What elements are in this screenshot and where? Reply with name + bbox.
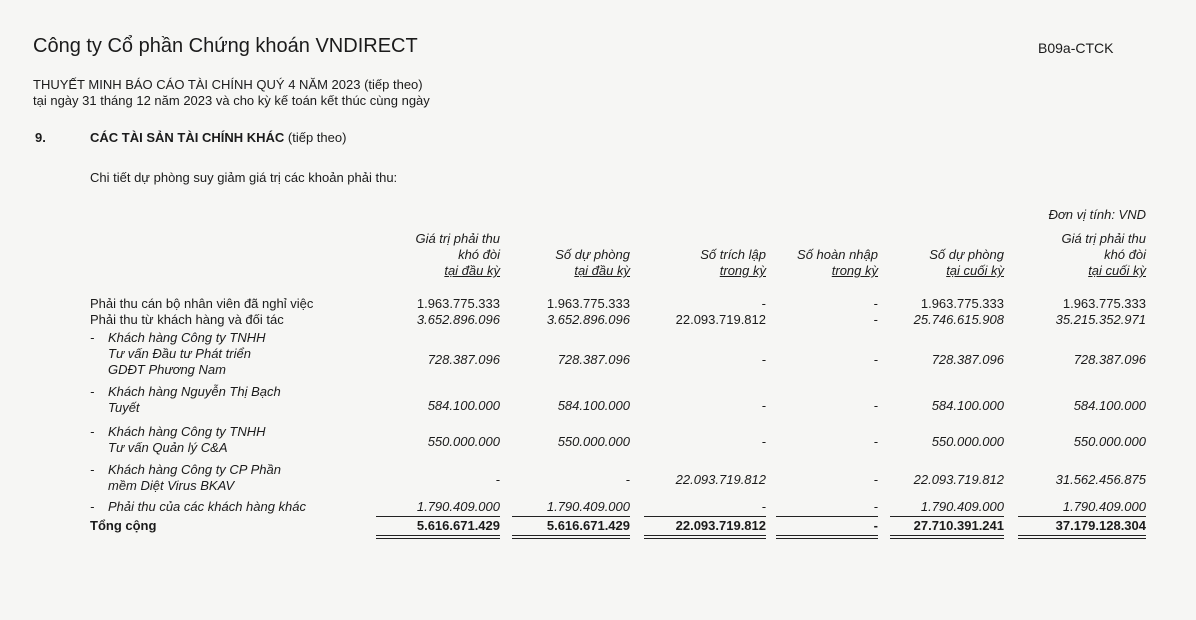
col-header-line: Số dự phòng (929, 247, 1004, 262)
cell-value: 35.215.352.971 (1055, 312, 1146, 327)
row-label (90, 330, 266, 346)
double-rule-col3 (644, 535, 766, 536)
cell-value: 22.093.719.812 (675, 312, 766, 327)
section-intro: Chi tiết dự phòng suy giảm giá trị các khoản phải thu: (90, 170, 398, 185)
total-value: 37.179.128.304 (1055, 518, 1146, 533)
row-label-line: GDĐT Phương Nam (108, 362, 226, 377)
total-value: 5.616.671.429 (546, 518, 630, 533)
row-label-cont (90, 400, 140, 416)
row-dash: - (90, 462, 95, 477)
col-header-line: Số hoàn nhập (797, 247, 878, 262)
col-header-line: tại cuối kỳ (946, 263, 1004, 278)
cell-value: 1.963.775.333 (920, 296, 1004, 311)
row-dash: - (90, 384, 95, 399)
unit-label: Đơn vị tính: VND (1048, 207, 1146, 222)
row-label-line: Tuyết (108, 400, 140, 415)
cell-value: 550.000.000 (1073, 434, 1146, 449)
row-label-cont (90, 478, 234, 494)
row-label-line: Phải thu của các khách hàng khác (108, 499, 307, 514)
col-header-line: khó đòi (1104, 247, 1146, 262)
double-rule-col3 (644, 538, 766, 539)
double-rule-col4 (776, 535, 878, 536)
rule-col6 (1018, 516, 1146, 517)
row-label: Phải thu cán bộ nhân viên đã nghỉ việc (90, 296, 314, 311)
total-value: 22.093.719.812 (675, 518, 766, 533)
double-rule-col2 (512, 535, 630, 536)
cell-value: 1.963.775.333 (1062, 296, 1146, 311)
cell-value: 550.000.000 (557, 434, 630, 449)
total-value: 5.616.671.429 (416, 518, 500, 533)
section-title (90, 130, 346, 145)
col-header-closing-receivable (1061, 231, 1146, 279)
col-header-line: Số dự phòng (555, 247, 630, 262)
rule-col4 (776, 516, 878, 517)
col-header-provision-made (700, 247, 766, 279)
section-number: 9. (35, 130, 46, 145)
row-label-line: mềm Diệt Virus BKAV (108, 478, 235, 493)
col-header-line: tại đầu kỳ (574, 263, 630, 278)
row-label-cont (90, 346, 251, 362)
row-label-line: Tư vấn Quản lý C&A (108, 440, 228, 455)
cell-value: - (873, 499, 878, 514)
section-title-suffix: (tiếp theo) (284, 130, 347, 145)
row-label-line: Khách hàng Công ty TNHH (108, 424, 266, 439)
col-header-line: trong kỳ (719, 263, 766, 278)
col-header-line: Giá trị phải thu (1061, 231, 1146, 246)
row-label (90, 462, 281, 478)
row-label-line: Khách hàng Nguyễn Thị Bạch (108, 384, 281, 399)
row-label-cont (90, 362, 226, 378)
cell-value: - (873, 312, 878, 327)
double-rule-col4 (776, 538, 878, 539)
company-name: Công ty Cổ phần Chứng khoán VNDIRECT (33, 35, 418, 57)
col-header-line: khó đòi (458, 247, 500, 262)
cell-value: 1.790.409.000 (416, 499, 500, 514)
cell-value: 584.100.000 (427, 398, 500, 413)
report-period: tại ngày 31 tháng 12 năm 2023 và cho kỳ kế toán kết thúc cùng ngày (33, 93, 430, 108)
col-header-line: Giá trị phải thu (415, 231, 500, 246)
double-rule-col5 (890, 538, 1004, 539)
cell-value: 728.387.096 (427, 352, 500, 367)
report-title: THUYẾT MINH BÁO CÁO TÀI CHÍNH QUÝ 4 NĂM 2023 (tiếp theo) (33, 77, 423, 92)
total-value: 27.710.391.241 (913, 518, 1004, 533)
total-value: - (873, 518, 878, 533)
cell-value: 22.093.719.812 (675, 472, 766, 487)
row-label: Phải thu từ khách hàng và đối tác (90, 312, 284, 327)
cell-value: 584.100.000 (557, 398, 630, 413)
cell-value: 550.000.000 (427, 434, 500, 449)
col-header-closing-provision (929, 247, 1004, 279)
row-dash: - (90, 499, 95, 514)
cell-value: 1.790.409.000 (1062, 499, 1146, 514)
cell-value: 25.746.615.908 (913, 312, 1004, 327)
double-rule-col6 (1018, 538, 1146, 539)
cell-value: 22.093.719.812 (913, 472, 1004, 487)
cell-value: - (495, 472, 500, 487)
cell-value: - (761, 352, 766, 367)
cell-value: - (873, 352, 878, 367)
col-header-opening-receivable (415, 231, 500, 279)
total-label: Tổng cộng (90, 518, 157, 533)
cell-value: - (873, 434, 878, 449)
cell-value: 728.387.096 (931, 352, 1004, 367)
cell-value: 728.387.096 (557, 352, 630, 367)
double-rule-col6 (1018, 535, 1146, 536)
cell-value: 584.100.000 (931, 398, 1004, 413)
cell-value: 728.387.096 (1073, 352, 1146, 367)
cell-value: 31.562.456.875 (1055, 472, 1146, 487)
cell-value: - (761, 434, 766, 449)
rule-col5 (890, 516, 1004, 517)
cell-value: 1.790.409.000 (546, 499, 630, 514)
cell-value: 1.963.775.333 (546, 296, 630, 311)
col-header-line: tại cuối kỳ (1088, 263, 1146, 278)
row-label-line: Khách hàng Công ty CP Phần (108, 462, 281, 477)
rule-col2 (512, 516, 630, 517)
cell-value: 1.963.775.333 (416, 296, 500, 311)
cell-value: 3.652.896.096 (416, 312, 500, 327)
row-dash: - (90, 330, 95, 345)
rule-col3 (644, 516, 766, 517)
cell-value: - (873, 296, 878, 311)
cell-value: 1.790.409.000 (920, 499, 1004, 514)
cell-value: - (761, 499, 766, 514)
col-header-line: trong kỳ (831, 263, 878, 278)
col-header-opening-provision (555, 247, 630, 279)
row-label (90, 499, 306, 515)
col-header-provision-reversed (797, 247, 878, 279)
cell-value: 550.000.000 (931, 434, 1004, 449)
cell-value: - (873, 398, 878, 413)
cell-value: 3.652.896.096 (546, 312, 630, 327)
row-dash: - (90, 424, 95, 439)
row-label-line: Khách hàng Công ty TNHH (108, 330, 266, 345)
row-label (90, 424, 266, 440)
rule-col1 (376, 516, 500, 517)
col-header-line: tại đầu kỳ (444, 263, 500, 278)
document-code: B09a-CTCK (1038, 40, 1114, 56)
double-rule-col2 (512, 538, 630, 539)
section-title-main: CÁC TÀI SẢN TÀI CHÍNH KHÁC (90, 130, 285, 145)
cell-value: - (625, 472, 630, 487)
cell-value: - (761, 398, 766, 413)
row-label (90, 384, 281, 400)
double-rule-col5 (890, 535, 1004, 536)
double-rule-col1 (376, 538, 500, 539)
cell-value: - (873, 472, 878, 487)
row-label-line: Tư vấn Đầu tư Phát triển (108, 346, 251, 361)
col-header-line: Số trích lập (700, 247, 766, 262)
row-label-cont (90, 440, 228, 456)
cell-value: 584.100.000 (1073, 398, 1146, 413)
double-rule-col1 (376, 535, 500, 536)
cell-value: - (761, 296, 766, 311)
